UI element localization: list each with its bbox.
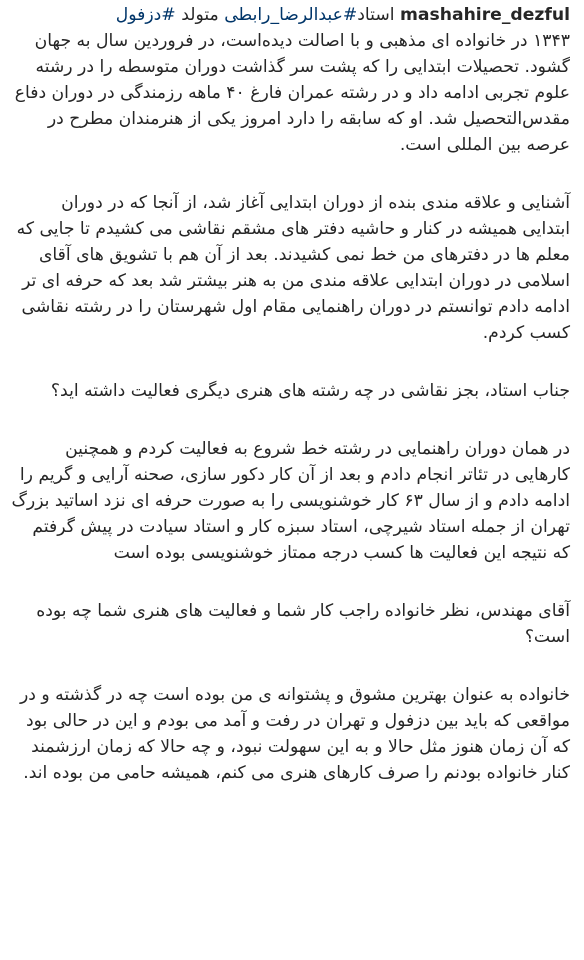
- hashtag-name-link[interactable]: #عبدالرضا_رابطی: [224, 5, 358, 25]
- caption-paragraph-1: ۱۳۴۳ در خانواده ای مذهبی و با اصالت دیده‌است، در فروردین سال به جهان گشود. تحصیلات ابتدایی را که پشت سر گذاشت دوران متوسطه را در رشته علوم تجربی ادامه داد و در رشته عمران فارغ ۴۰ ماهه رزمندگی در دوران دفاع مقدس‌التحصیل شد. او که سابقه را دارد امروز یکی از هنرمندان مطرح در عرصه بین المللی است.: [14, 31, 570, 155]
- caption-paragraph-4: در همان دوران راهنمایی در رشته خط شروع به فعالیت کردم و همچنین کارهایی در تئاتر انجام دادم و بعد از آن کار دکور سازی، صحنه آرایی و گریم را ادامه دادم و از سال ۶۳ کار خوشنویسی را به صورت حرفه ای نزد اساتید بزرگ تهران از جمله استاد شیرچی، استاد سبزه کار و استاد سیادت در پیش گرفتم که نتیجه این فعالیت ها کسب درجه ممتاز خوشنویسی بوده است: [11, 439, 570, 563]
- caption-paragraph-5: آقای مهندس، نظر خانواده راجب کار شما و فعالیت های هنری شما چه بوده است؟: [36, 601, 570, 647]
- born-label: متولد: [181, 5, 219, 25]
- caption-paragraph-3: جناب استاد، بجز نقاشی در چه رشته های هنری دیگری فعالیت داشته اید؟: [50, 381, 570, 401]
- username-link[interactable]: mashahire_dezful: [400, 5, 570, 25]
- caption-paragraph-6: خانواده به عنوان بهترین مشوق و پشتوانه ی من بوده است چه در گذشته و در مواقعی که باید بین دزفول و تهران در رفت و آمد می بودم و این در حالی بود که آن زمان هنوز مثل حالا و به این سهولت نبود، و چه حالا که زمان ارزشمند کنار خانواده بودنم را صرف کارهای هنری می کنم، همیشه حامی من بوده اند.: [19, 685, 570, 783]
- caption-paragraph-2: آشنایی و علاقه مندی بنده از دوران ابتدایی آغاز شد، از آنجا که در دوران ابتدایی همیشه در کنار و حاشیه دفتر های مشقم نقاشی می کشیدم تا جایی که معلم ها در دفترهای من خط نمی کشیدند. بعد از آن هم با تشویق های آقای اسلامی در دوران ابتدایی علاقه مندی من به هنر بیشتر شد بعد که حرفه ای تر ادامه دادم توانستم در دوران راهنمایی مقام اول شهرستان را در رشته نقاشی کسب کردم.: [16, 193, 570, 343]
- caption-header-line: [10, 2, 570, 28]
- title-prefix: استاد: [357, 5, 395, 25]
- post-caption: [10, 0, 570, 818]
- hashtag-city-link[interactable]: #دزفول: [115, 5, 176, 25]
